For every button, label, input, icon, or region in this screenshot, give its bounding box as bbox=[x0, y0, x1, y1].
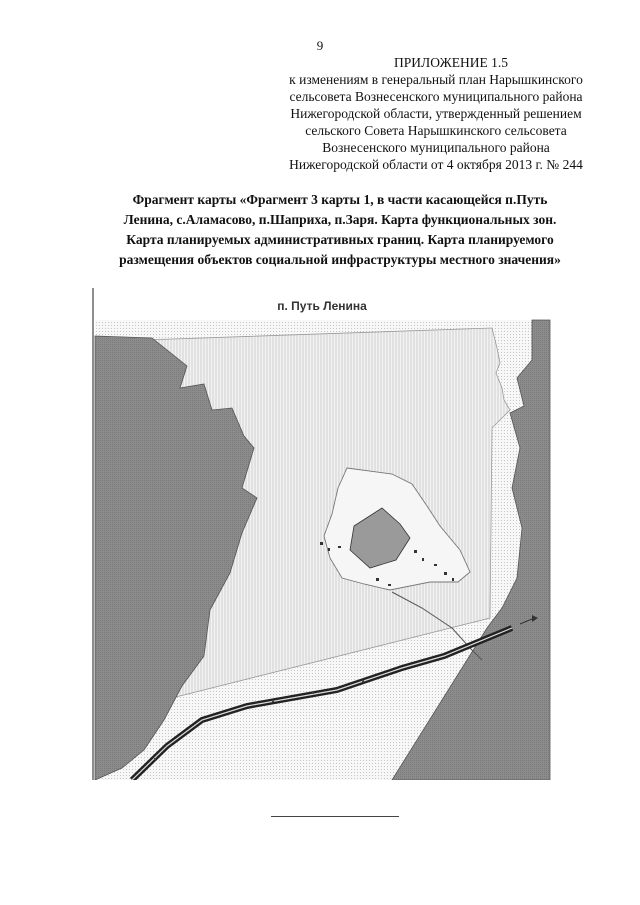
appendix-line: Нижегородской области от 4 октября 2013 г. № 244 bbox=[289, 157, 583, 172]
appendix-line: к изменениям в генеральный план Нарышкинского bbox=[289, 72, 583, 87]
caption-line: Ленина, с.Аламасово, п.Шаприха, п.Заря. Карта функциональных зон. bbox=[123, 212, 557, 227]
page-number: 9 bbox=[316, 38, 324, 53]
appendix-line: Вознесенского муниципального района bbox=[322, 140, 550, 155]
caption-line: Фрагмент карты «Фрагмент 3 карты 1, в части касающейся п.Путь bbox=[132, 192, 548, 207]
appendix-header bbox=[250, 54, 622, 173]
map-fragment bbox=[92, 288, 552, 780]
map-title: п. Путь Ленина bbox=[277, 299, 367, 313]
appendix-line: Нижегородской области, утвержденный решением bbox=[290, 106, 582, 121]
appendix-title: ПРИЛОЖЕНИЕ 1.5 bbox=[394, 55, 508, 70]
map-drawing bbox=[92, 288, 552, 780]
footnote-divider bbox=[271, 816, 399, 817]
appendix-line: сельсовета Вознесенского муниципального района bbox=[289, 89, 583, 104]
caption-line: размещения объектов социальной инфраструктуры местного значения» bbox=[119, 252, 561, 267]
map-caption bbox=[80, 190, 600, 270]
caption-line: Карта планируемых административных границ. Карта планируемого bbox=[126, 232, 554, 247]
appendix-line: сельского Совета Нарышкинского сельсовета bbox=[305, 123, 567, 138]
